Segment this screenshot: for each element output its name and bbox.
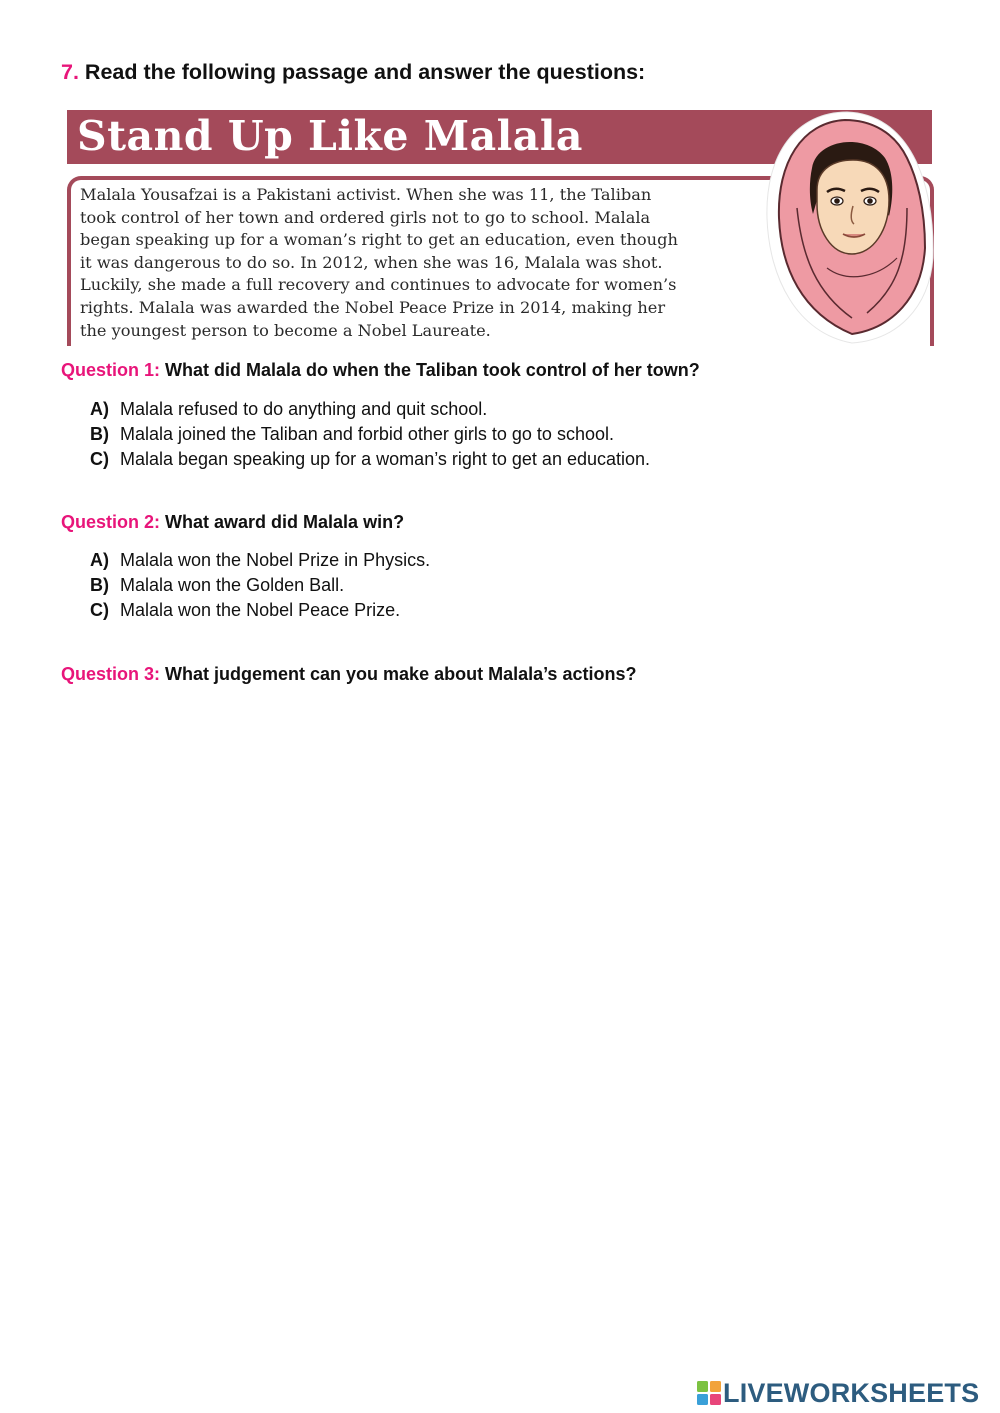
passage-line: began speaking up for a woman’s right to get an education, even though	[80, 230, 678, 250]
option-letter: A)	[90, 399, 109, 419]
exercise-number: 7.	[61, 60, 79, 84]
question-label: Question 3:	[61, 664, 161, 684]
passage-line: rights. Malala was awarded the Nobel Peace Prize in 2014, making her	[80, 297, 666, 317]
option-letter: B)	[90, 424, 109, 444]
passage-line: Malala Yousafzai is a Pakistani activist. When she was 11, the Taliban	[80, 185, 652, 204]
malala-portrait-illustration	[757, 108, 935, 346]
passage-title: Stand Up Like Malala	[77, 112, 583, 160]
question-2	[61, 512, 404, 533]
question-label: Question 1:	[61, 360, 161, 380]
exercise-heading	[61, 60, 645, 85]
exercise-instruction: Read the following passage and answer the questions:	[84, 60, 646, 84]
passage-line: Luckily, she made a full recovery and continues to advocate for women’s	[80, 275, 677, 295]
question-2-option-b[interactable]	[90, 575, 344, 596]
option-text: Malala began speaking up for a woman’s right to get an education.	[120, 449, 651, 469]
question-1-option-b[interactable]	[90, 424, 614, 445]
passage-text	[80, 184, 770, 342]
option-letter: C)	[90, 600, 109, 620]
option-text: Malala won the Nobel Peace Prize.	[120, 600, 401, 620]
question-text: What judgement can you make about Malala’s actions?	[165, 664, 637, 684]
option-letter: C)	[90, 449, 109, 469]
liveworksheets-logo	[697, 1378, 979, 1408]
question-2-option-c[interactable]	[90, 600, 400, 621]
question-text: What did Malala do when the Taliban took control of her town?	[165, 360, 700, 380]
question-2-option-a[interactable]	[90, 550, 430, 571]
question-1-option-a[interactable]	[90, 399, 487, 420]
option-text: Malala joined the Taliban and forbid other girls to go to school.	[120, 424, 614, 444]
passage-line: the youngest person to become a Nobel Laureate.	[80, 320, 491, 340]
option-letter: A)	[90, 550, 109, 570]
question-1	[61, 360, 700, 381]
question-3	[61, 664, 636, 685]
option-text: Malala won the Nobel Prize in Physics.	[120, 550, 431, 570]
option-text: Malala refused to do anything and quit school.	[120, 399, 488, 419]
question-text: What award did Malala win?	[165, 512, 405, 532]
question-1-option-c[interactable]	[90, 449, 650, 470]
option-text: Malala won the Golden Ball.	[120, 575, 345, 595]
passage-line: it was dangerous to do so. In 2012, when she was 16, Malala was shot.	[80, 252, 663, 272]
logo-wordmark: LIVEWORKSHEETS	[723, 1377, 980, 1408]
option-letter: B)	[90, 575, 109, 595]
question-label: Question 2:	[61, 512, 161, 532]
liveworksheets-logo-icon	[697, 1381, 721, 1405]
passage-line: took control of her town and ordered girls not to go to school. Malala	[80, 207, 651, 227]
